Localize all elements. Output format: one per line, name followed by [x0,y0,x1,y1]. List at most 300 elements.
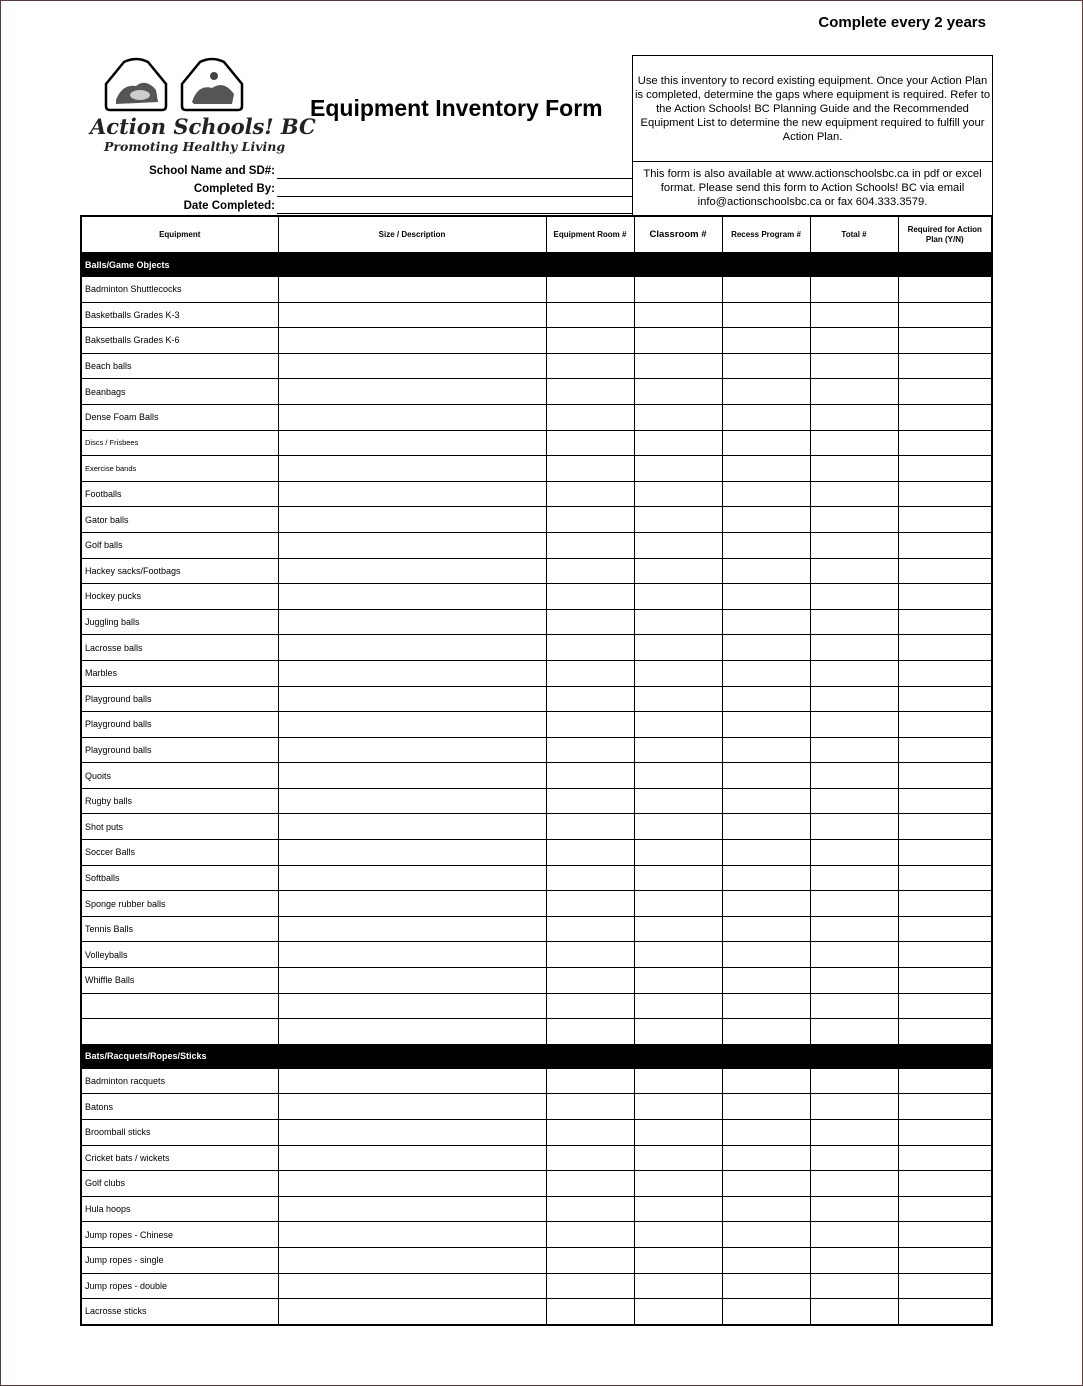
classroom-cell[interactable] [634,404,722,430]
required-action-plan-cell[interactable] [898,1196,992,1222]
equipment-room-cell[interactable] [546,916,634,942]
equipment-name-cell: Basketballs Grades K-3 [81,302,278,328]
size-description-cell[interactable] [278,993,546,1019]
equipment-name-cell: Softballs [81,865,278,891]
equipment-room-cell[interactable] [546,763,634,789]
classroom-cell[interactable] [634,558,722,584]
equipment-room-cell[interactable] [546,1196,634,1222]
size-description-cell[interactable] [278,1247,546,1273]
recess-program-cell[interactable] [722,814,810,840]
equipment-name-cell: Gator balls [81,507,278,533]
total-cell[interactable] [810,558,898,584]
size-description-cell[interactable] [278,379,546,405]
total-cell[interactable] [810,686,898,712]
equipment-room-cell[interactable] [546,1273,634,1299]
equipment-room-cell[interactable] [546,635,634,661]
size-description-cell[interactable] [278,635,546,661]
equipment-room-cell[interactable] [546,277,634,303]
size-description-cell[interactable] [278,404,546,430]
recess-program-cell[interactable] [722,660,810,686]
classroom-cell[interactable] [634,353,722,379]
equipment-room-cell[interactable] [546,1145,634,1171]
recess-program-cell[interactable] [722,353,810,379]
classroom-cell[interactable] [634,507,722,533]
size-description-cell[interactable] [278,840,546,866]
recess-program-cell[interactable] [722,558,810,584]
total-cell[interactable] [810,891,898,917]
required-action-plan-cell[interactable] [898,558,992,584]
required-action-plan-cell[interactable] [898,1094,992,1120]
table-row [81,891,992,917]
equipment-name-cell: Sponge rubber balls [81,891,278,917]
equipment-name-cell: Badminton Shuttlecocks [81,277,278,303]
classroom-cell[interactable] [634,686,722,712]
total-cell[interactable] [810,1196,898,1222]
recess-program-cell[interactable] [722,686,810,712]
table-row [81,840,992,866]
classroom-cell[interactable] [634,814,722,840]
inventory-body [81,253,992,1325]
total-cell[interactable] [810,660,898,686]
table-row [81,1094,992,1120]
equipment-name-cell: Batons [81,1094,278,1120]
table-row [81,302,992,328]
classroom-cell[interactable] [634,277,722,303]
equipment-room-cell[interactable] [546,1299,634,1325]
size-description-cell[interactable] [278,609,546,635]
classroom-cell[interactable] [634,1019,722,1045]
total-cell[interactable] [810,379,898,405]
required-action-plan-cell[interactable] [898,942,992,968]
classroom-cell[interactable] [634,1222,722,1248]
total-cell[interactable] [810,865,898,891]
form-title: Equipment Inventory Form [310,95,603,121]
classroom-cell[interactable] [634,430,722,456]
equipment-name-cell: Playground balls [81,712,278,738]
recess-program-cell[interactable] [722,1247,810,1273]
classroom-cell[interactable] [634,788,722,814]
total-cell[interactable] [810,763,898,789]
recess-program-cell[interactable] [722,1145,810,1171]
recess-program-cell[interactable] [722,1273,810,1299]
size-description-cell[interactable] [278,1019,546,1045]
recess-program-cell[interactable] [722,968,810,994]
equipment-name-cell: Beach balls [81,353,278,379]
recess-program-cell[interactable] [722,584,810,610]
table-row [81,379,992,405]
total-cell[interactable] [810,635,898,661]
recess-program-cell[interactable] [722,481,810,507]
required-action-plan-cell[interactable] [898,635,992,661]
equipment-name-cell: Playground balls [81,686,278,712]
size-description-cell[interactable] [278,277,546,303]
logo-name: Action Schools! BC [90,114,316,139]
required-action-plan-cell[interactable] [898,891,992,917]
required-action-plan-cell[interactable] [898,865,992,891]
size-description-cell[interactable] [278,481,546,507]
total-cell[interactable] [810,1222,898,1248]
recess-program-cell[interactable] [722,942,810,968]
equipment-room-cell[interactable] [546,379,634,405]
size-description-cell[interactable] [278,1299,546,1325]
table-row [81,277,992,303]
table-row [81,1019,992,1045]
recess-program-cell[interactable] [722,1094,810,1120]
equipment-name-cell [81,993,278,1019]
classroom-cell[interactable] [634,456,722,482]
classroom-cell[interactable] [634,1196,722,1222]
equipment-room-cell[interactable] [546,1120,634,1146]
classroom-cell[interactable] [634,1145,722,1171]
classroom-cell[interactable] [634,302,722,328]
required-action-plan-cell[interactable] [898,456,992,482]
classroom-cell[interactable] [634,1120,722,1146]
size-description-cell[interactable] [278,891,546,917]
equipment-name-cell: Shot puts [81,814,278,840]
equipment-name-cell: Lacrosse balls [81,635,278,661]
table-row [81,968,992,994]
table-row [81,584,992,610]
required-action-plan-cell[interactable] [898,353,992,379]
table-row [81,609,992,635]
equipment-name-cell: Soccer Balls [81,840,278,866]
equipment-name-cell: Golf balls [81,532,278,558]
total-cell[interactable] [810,277,898,303]
required-action-plan-cell[interactable] [898,1222,992,1248]
recess-program-cell[interactable] [722,532,810,558]
required-action-plan-cell[interactable] [898,788,992,814]
total-cell[interactable] [810,302,898,328]
required-action-plan-cell[interactable] [898,1068,992,1094]
recess-program-cell[interactable] [722,763,810,789]
equipment-room-cell[interactable] [546,788,634,814]
recess-program-cell[interactable] [722,302,810,328]
equipment-room-cell[interactable] [546,1247,634,1273]
required-action-plan-cell[interactable] [898,1247,992,1273]
recess-program-cell[interactable] [722,430,810,456]
equipment-name-cell: Lacrosse sticks [81,1299,278,1325]
required-action-plan-cell[interactable] [898,1273,992,1299]
required-action-plan-cell[interactable] [898,481,992,507]
size-description-cell[interactable] [278,1222,546,1248]
total-cell[interactable] [810,1094,898,1120]
equipment-room-cell[interactable] [546,968,634,994]
size-description-cell[interactable] [278,916,546,942]
total-cell[interactable] [810,1019,898,1045]
size-description-cell[interactable] [278,558,546,584]
school-name-label: School Name and SD#: [149,165,275,177]
equipment-room-cell[interactable] [546,609,634,635]
equipment-room-cell[interactable] [546,891,634,917]
equipment-name-cell: Golf clubs [81,1171,278,1197]
recess-program-cell[interactable] [722,404,810,430]
classroom-cell[interactable] [634,968,722,994]
required-action-plan-cell[interactable] [898,660,992,686]
equipment-room-cell[interactable] [546,686,634,712]
recess-program-cell[interactable] [722,916,810,942]
equipment-room-cell[interactable] [546,558,634,584]
required-action-plan-cell[interactable] [898,840,992,866]
recess-program-cell[interactable] [722,865,810,891]
required-action-plan-cell[interactable] [898,686,992,712]
total-cell[interactable] [810,404,898,430]
required-action-plan-cell[interactable] [898,328,992,354]
equipment-room-cell[interactable] [546,328,634,354]
size-description-cell[interactable] [278,1145,546,1171]
recess-program-cell[interactable] [722,788,810,814]
size-description-cell[interactable] [278,788,546,814]
equipment-name-cell: Jump ropes - Chinese [81,1222,278,1248]
size-description-cell[interactable] [278,1171,546,1197]
table-row [81,507,992,533]
recess-program-cell[interactable] [722,737,810,763]
equipment-room-cell[interactable] [546,737,634,763]
recess-program-cell[interactable] [722,1299,810,1325]
required-action-plan-cell[interactable] [898,532,992,558]
equipment-name-cell: Marbles [81,660,278,686]
size-description-cell[interactable] [278,942,546,968]
equipment-room-cell[interactable] [546,1094,634,1120]
size-description-cell[interactable] [278,814,546,840]
classroom-cell[interactable] [634,660,722,686]
required-action-plan-cell[interactable] [898,1145,992,1171]
required-action-plan-cell[interactable] [898,763,992,789]
size-description-cell[interactable] [278,737,546,763]
classroom-cell[interactable] [634,993,722,1019]
classroom-cell[interactable] [634,584,722,610]
action-schools-logo [86,54,316,158]
completed-by-label: Completed By: [193,183,275,195]
recess-program-cell[interactable] [722,379,810,405]
equipment-room-cell[interactable] [546,1019,634,1045]
table-row [81,532,992,558]
classroom-cell[interactable] [634,1068,722,1094]
classroom-cell[interactable] [634,635,722,661]
total-cell[interactable] [810,584,898,610]
total-cell[interactable] [810,481,898,507]
required-action-plan-cell[interactable] [898,993,992,1019]
required-action-plan-cell[interactable] [898,302,992,328]
size-description-cell[interactable] [278,865,546,891]
size-description-cell[interactable] [278,968,546,994]
classroom-cell[interactable] [634,891,722,917]
required-action-plan-cell[interactable] [898,609,992,635]
size-description-cell[interactable] [278,763,546,789]
required-action-plan-cell[interactable] [898,404,992,430]
recess-program-cell[interactable] [722,635,810,661]
size-description-cell[interactable] [278,686,546,712]
classroom-cell[interactable] [634,865,722,891]
equipment-room-cell[interactable] [546,404,634,430]
equipment-room-cell[interactable] [546,840,634,866]
total-cell[interactable] [810,507,898,533]
recess-program-cell[interactable] [722,1019,810,1045]
total-cell[interactable] [810,1299,898,1325]
recess-program-cell[interactable] [722,277,810,303]
size-description-cell[interactable] [278,1120,546,1146]
recess-program-cell[interactable] [722,993,810,1019]
section-header-row [81,1044,992,1068]
instructions-divider [633,161,992,162]
total-cell[interactable] [810,737,898,763]
equipment-name-cell: Exercise bands [81,456,278,482]
total-cell[interactable] [810,788,898,814]
total-cell[interactable] [810,353,898,379]
equipment-room-cell[interactable] [546,481,634,507]
classroom-cell[interactable] [634,481,722,507]
classroom-cell[interactable] [634,942,722,968]
size-description-cell[interactable] [278,507,546,533]
classroom-cell[interactable] [634,379,722,405]
required-action-plan-cell[interactable] [898,584,992,610]
size-description-cell[interactable] [278,353,546,379]
classroom-cell[interactable] [634,763,722,789]
total-cell[interactable] [810,1145,898,1171]
logo-graphic [86,54,316,158]
total-cell[interactable] [810,1068,898,1094]
classroom-cell[interactable] [634,1171,722,1197]
equipment-room-cell[interactable] [546,993,634,1019]
table-row [81,1145,992,1171]
total-cell[interactable] [810,916,898,942]
recess-program-cell[interactable] [722,609,810,635]
classroom-cell[interactable] [634,532,722,558]
size-description-cell[interactable] [278,660,546,686]
required-action-plan-cell[interactable] [898,712,992,738]
equipment-room-cell[interactable] [546,532,634,558]
recess-program-cell[interactable] [722,1196,810,1222]
table-row [81,1222,992,1248]
required-action-plan-cell[interactable] [898,507,992,533]
recess-program-cell[interactable] [722,712,810,738]
equipment-room-cell[interactable] [546,712,634,738]
equipment-room-cell[interactable] [546,353,634,379]
size-description-cell[interactable] [278,1196,546,1222]
size-description-cell[interactable] [278,456,546,482]
equipment-room-cell[interactable] [546,584,634,610]
required-action-plan-cell[interactable] [898,379,992,405]
equipment-name-cell: Jump ropes - double [81,1273,278,1299]
classroom-cell[interactable] [634,1247,722,1273]
required-action-plan-cell[interactable] [898,277,992,303]
equipment-name-cell: Tennis Balls [81,916,278,942]
total-cell[interactable] [810,532,898,558]
recess-program-cell[interactable] [722,891,810,917]
size-description-cell[interactable] [278,1273,546,1299]
equipment-room-cell[interactable] [546,865,634,891]
recess-program-cell[interactable] [722,1120,810,1146]
equipment-room-cell[interactable] [546,814,634,840]
equipment-name-cell: Baksetballs Grades K-6 [81,328,278,354]
classroom-cell[interactable] [634,737,722,763]
classroom-cell[interactable] [634,840,722,866]
required-action-plan-cell[interactable] [898,1120,992,1146]
classroom-cell[interactable] [634,609,722,635]
size-description-cell[interactable] [278,1068,546,1094]
table-row [81,865,992,891]
table-row [81,737,992,763]
recess-program-cell[interactable] [722,1068,810,1094]
required-action-plan-cell[interactable] [898,737,992,763]
classroom-cell[interactable] [634,712,722,738]
equipment-room-cell[interactable] [546,302,634,328]
equipment-name-cell: Volleyballs [81,942,278,968]
size-description-cell[interactable] [278,302,546,328]
required-action-plan-cell[interactable] [898,1171,992,1197]
recess-program-cell[interactable] [722,507,810,533]
equipment-room-cell[interactable] [546,660,634,686]
recess-program-cell[interactable] [722,1222,810,1248]
equipment-name-cell: Whiffle Balls [81,968,278,994]
equipment-room-cell[interactable] [546,1222,634,1248]
col-equipment-room: Equipment Room # [546,216,634,253]
section-title: Balls/Game Objects [81,253,992,277]
total-cell[interactable] [810,814,898,840]
classroom-cell[interactable] [634,328,722,354]
required-action-plan-cell[interactable] [898,814,992,840]
date-completed-field[interactable] [277,213,632,214]
total-cell[interactable] [810,328,898,354]
required-action-plan-cell[interactable] [898,1299,992,1325]
equipment-room-cell[interactable] [546,430,634,456]
completed-by-field[interactable] [277,196,632,197]
recess-program-cell[interactable] [722,1171,810,1197]
equipment-room-cell[interactable] [546,1171,634,1197]
total-cell[interactable] [810,1247,898,1273]
classroom-cell[interactable] [634,1299,722,1325]
table-row [81,686,992,712]
completion-frequency: Complete every 2 years [818,14,986,31]
total-cell[interactable] [810,456,898,482]
equipment-name-cell: Badminton racquets [81,1068,278,1094]
required-action-plan-cell[interactable] [898,968,992,994]
total-cell[interactable] [810,840,898,866]
total-cell[interactable] [810,993,898,1019]
required-action-plan-cell[interactable] [898,916,992,942]
size-description-cell[interactable] [278,1094,546,1120]
total-cell[interactable] [810,712,898,738]
size-description-cell[interactable] [278,584,546,610]
size-description-cell[interactable] [278,532,546,558]
total-cell[interactable] [810,1273,898,1299]
total-cell[interactable] [810,609,898,635]
classroom-cell[interactable] [634,916,722,942]
table-row [81,430,992,456]
total-cell[interactable] [810,942,898,968]
school-name-field[interactable] [277,178,632,179]
equipment-room-cell[interactable] [546,942,634,968]
total-cell[interactable] [810,430,898,456]
total-cell[interactable] [810,968,898,994]
required-action-plan-cell[interactable] [898,1019,992,1045]
total-cell[interactable] [810,1171,898,1197]
classroom-cell[interactable] [634,1094,722,1120]
recess-program-cell[interactable] [722,840,810,866]
instructions-box [632,55,993,217]
recess-program-cell[interactable] [722,328,810,354]
equipment-room-cell[interactable] [546,507,634,533]
size-description-cell[interactable] [278,430,546,456]
recess-program-cell[interactable] [722,456,810,482]
required-action-plan-cell[interactable] [898,430,992,456]
classroom-cell[interactable] [634,1273,722,1299]
table-row [81,1299,992,1325]
size-description-cell[interactable] [278,712,546,738]
equipment-room-cell[interactable] [546,456,634,482]
size-description-cell[interactable] [278,328,546,354]
total-cell[interactable] [810,1120,898,1146]
equipment-room-cell[interactable] [546,1068,634,1094]
